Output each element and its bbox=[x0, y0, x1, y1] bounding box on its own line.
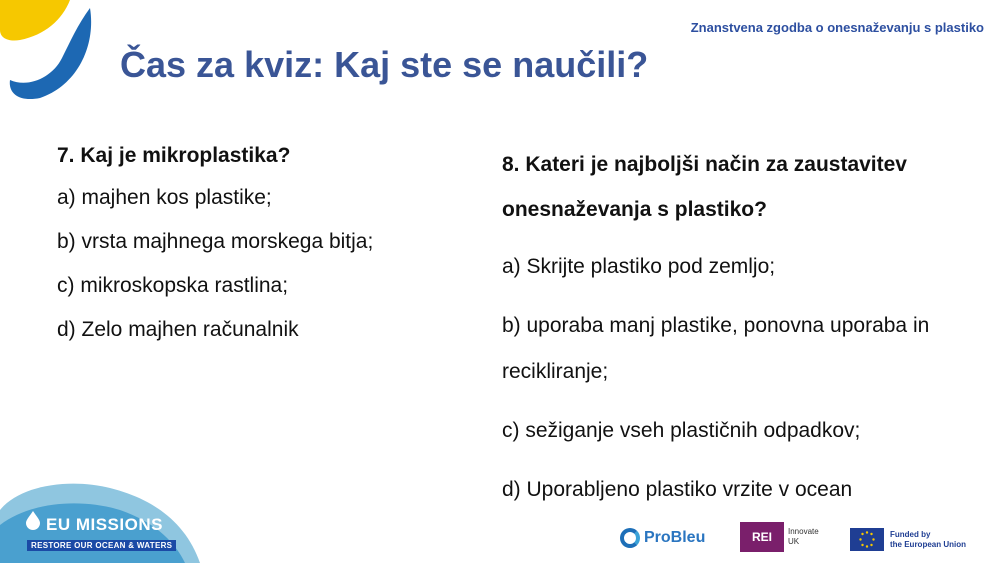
page-title: Čas za kviz: Kaj ste se naučili? bbox=[120, 44, 649, 85]
eu-flag-icon bbox=[850, 528, 884, 551]
question-7-option-b: b) vrsta majhnega morskega bitja; bbox=[57, 230, 374, 253]
probleu-label: ProBleu bbox=[644, 529, 706, 546]
question-7-option-c: c) mikroskopska rastlina; bbox=[57, 274, 289, 297]
question-8 bbox=[502, 142, 962, 513]
question-8-option-d: d) Uporabljeno plastiko vrzite v ocean bbox=[502, 478, 853, 501]
question-7 bbox=[57, 140, 477, 358]
question-8-option-c: c) sežiganje vseh plastičnih odpadkov; bbox=[502, 419, 861, 442]
header-tag: Znanstvena zgodba o onesnaževanju s plastiko bbox=[690, 20, 984, 35]
question-7-option-d: d) Zelo majhen računalnik bbox=[57, 318, 299, 341]
eu-missions-subtitle: RESTORE OUR OCEAN & WATERS bbox=[27, 540, 176, 551]
probleu-ring-icon bbox=[620, 528, 640, 548]
uk-label: UK bbox=[788, 537, 800, 546]
european-union-label: the European Union bbox=[890, 539, 966, 549]
question-7-text: 7. Kaj je mikroplastika? bbox=[57, 144, 291, 167]
question-8-option-b: b) uporaba manj plastike, ponovna uporaba in recikliranje; bbox=[502, 314, 930, 383]
innovate-uk-logo bbox=[740, 522, 819, 552]
eu-missions-title: EU MISSIONS bbox=[46, 515, 163, 534]
funded-by-label: Funded by bbox=[890, 529, 931, 539]
innovate-label: Innovate bbox=[788, 527, 819, 536]
question-8-option-a: a) Skrijte plastiko pod zemljo; bbox=[502, 255, 776, 278]
ocean-logo bbox=[0, 0, 100, 100]
water-drop-icon bbox=[24, 510, 42, 530]
eu-funding-logo bbox=[850, 528, 966, 551]
rei-box-icon: REI bbox=[740, 522, 784, 552]
question-7-option-a: a) majhen kos plastike; bbox=[57, 186, 272, 209]
question-8-text: 8. Kateri je najboljši način za zaustavitev onesnaževanja s plastiko? bbox=[502, 153, 907, 221]
probleu-logo bbox=[620, 528, 705, 548]
